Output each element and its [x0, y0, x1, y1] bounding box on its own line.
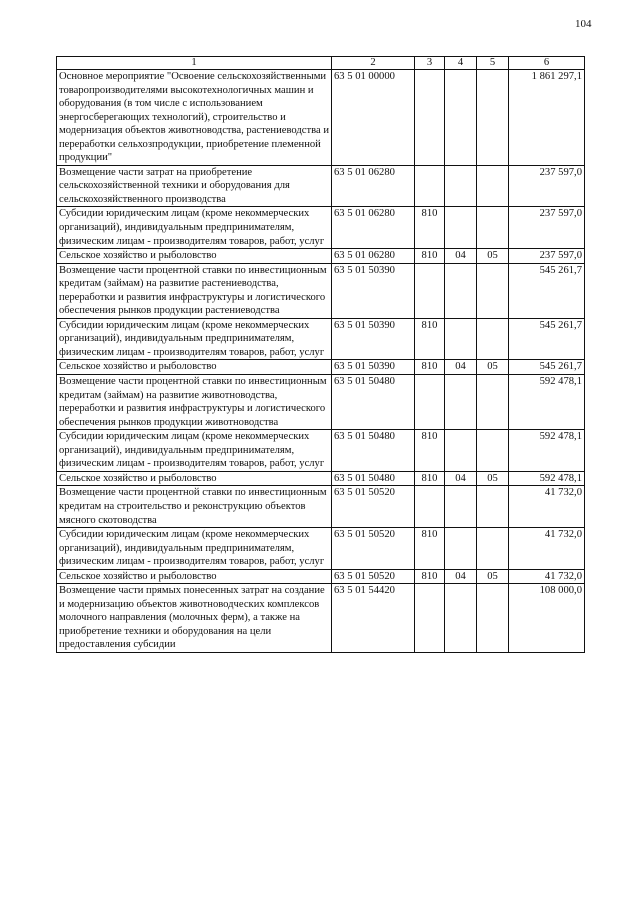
row-description: Сельское хозяйство и рыболовство	[57, 471, 332, 486]
amount-value: 545 261,7	[509, 360, 585, 375]
row-description: Субсидии юридическим лицам (кроме некоммерческих организаций), индивидуальным предпринимателям, физическим лицам - производителям товаров, работ, услуг	[57, 207, 332, 249]
column-header: 5	[477, 57, 509, 70]
amount-value: 237 597,0	[509, 249, 585, 264]
row-description: Возмещение части процентной ставки по инвестиционным кредитам (займам) на развитие растениеводства, переработки и развития инфраструктуры и логистического обеспечения рынков продукции растениеводства	[57, 263, 332, 318]
row-description: Возмещение части затрат на приобретение сельскохозяйственной техники и оборудования для сельскохозяйственного производства	[57, 165, 332, 207]
section-code	[445, 486, 477, 528]
table-row	[57, 249, 585, 264]
table-row	[57, 207, 585, 249]
amount-value: 545 261,7	[509, 263, 585, 318]
column-header: 4	[445, 57, 477, 70]
amount-value: 237 597,0	[509, 165, 585, 207]
header-row	[57, 57, 585, 70]
amount-value: 592 478,1	[509, 471, 585, 486]
amount-value: 592 478,1	[509, 375, 585, 430]
target-article-code: 63 5 01 54420	[332, 584, 415, 653]
subsection-code: 05	[477, 569, 509, 584]
subsection-code	[477, 528, 509, 570]
expense-type-code: 810	[415, 249, 445, 264]
target-article-code: 63 5 01 06280	[332, 165, 415, 207]
budget-table	[56, 56, 585, 653]
expense-type-code: 810	[415, 569, 445, 584]
expense-type-code: 810	[415, 318, 445, 360]
amount-value: 41 732,0	[509, 569, 585, 584]
table-row	[57, 528, 585, 570]
amount-value: 41 732,0	[509, 528, 585, 570]
row-description: Возмещение части процентной ставки по инвестиционным кредитам на строительство и реконструкцию объектов мясного скотоводства	[57, 486, 332, 528]
subsection-code	[477, 375, 509, 430]
subsection-code	[477, 486, 509, 528]
row-description: Сельское хозяйство и рыболовство	[57, 360, 332, 375]
table-row	[57, 360, 585, 375]
section-code	[445, 263, 477, 318]
expense-type-code	[415, 70, 445, 166]
target-article-code: 63 5 01 06280	[332, 249, 415, 264]
subsection-code	[477, 430, 509, 472]
target-article-code: 63 5 01 50480	[332, 471, 415, 486]
table-row	[57, 165, 585, 207]
expense-type-code	[415, 584, 445, 653]
section-code: 04	[445, 471, 477, 486]
expense-type-code	[415, 263, 445, 318]
target-article-code: 63 5 01 50480	[332, 375, 415, 430]
column-header: 3	[415, 57, 445, 70]
section-code	[445, 70, 477, 166]
table-body	[57, 70, 585, 653]
table-row	[57, 263, 585, 318]
subsection-code: 05	[477, 360, 509, 375]
subsection-code: 05	[477, 471, 509, 486]
target-article-code: 63 5 01 00000	[332, 70, 415, 166]
table-row	[57, 70, 585, 166]
row-description: Субсидии юридическим лицам (кроме некоммерческих организаций), индивидуальным предпринимателям, физическим лицам - производителям товаров, работ, услуг	[57, 528, 332, 570]
section-code	[445, 165, 477, 207]
row-description: Сельское хозяйство и рыболовство	[57, 249, 332, 264]
subsection-code	[477, 207, 509, 249]
column-header: 1	[57, 57, 332, 70]
section-code	[445, 318, 477, 360]
target-article-code: 63 5 01 50520	[332, 569, 415, 584]
row-description: Сельское хозяйство и рыболовство	[57, 569, 332, 584]
expense-type-code: 810	[415, 360, 445, 375]
expense-type-code: 810	[415, 471, 445, 486]
table-row	[57, 584, 585, 653]
row-description: Субсидии юридическим лицам (кроме некоммерческих организаций), индивидуальным предпринимателям, физическим лицам - производителям товаров, работ, услуг	[57, 430, 332, 472]
target-article-code: 63 5 01 50390	[332, 360, 415, 375]
table-row	[57, 471, 585, 486]
subsection-code	[477, 263, 509, 318]
section-code	[445, 207, 477, 249]
subsection-code	[477, 584, 509, 653]
section-code	[445, 375, 477, 430]
table-row	[57, 486, 585, 528]
target-article-code: 63 5 01 06280	[332, 207, 415, 249]
subsection-code	[477, 165, 509, 207]
section-code	[445, 430, 477, 472]
section-code	[445, 584, 477, 653]
expense-type-code	[415, 486, 445, 528]
row-description: Основное мероприятие "Освоение сельскохозяйственными товаропроизводителями высокотехнологичных машин и оборудования (в том числе с использованием энергосберегающих технологий), строительство и модернизация объектов животноводства, растениеводства и переработки сельхозпродукции, приобретение племенной продукции"	[57, 70, 332, 166]
target-article-code: 63 5 01 50390	[332, 263, 415, 318]
target-article-code: 63 5 01 50390	[332, 318, 415, 360]
amount-value: 1 861 297,1	[509, 70, 585, 166]
subsection-code: 05	[477, 249, 509, 264]
table-row	[57, 318, 585, 360]
target-article-code: 63 5 01 50520	[332, 486, 415, 528]
section-code: 04	[445, 360, 477, 375]
row-description: Субсидии юридическим лицам (кроме некоммерческих организаций), индивидуальным предпринимателям, физическим лицам - производителям товаров, работ, услуг	[57, 318, 332, 360]
expense-type-code	[415, 165, 445, 207]
expense-type-code: 810	[415, 430, 445, 472]
section-code	[445, 528, 477, 570]
table-row	[57, 569, 585, 584]
target-article-code: 63 5 01 50480	[332, 430, 415, 472]
column-header: 6	[509, 57, 585, 70]
amount-value: 108 000,0	[509, 584, 585, 653]
amount-value: 237 597,0	[509, 207, 585, 249]
row-description: Возмещение части прямых понесенных затрат на создание и модернизацию объектов животноводческих комплексов молочного направления (молочных ферм), а также на приобретение техники и оборудования на цели предоставления субсидии	[57, 584, 332, 653]
amount-value: 592 478,1	[509, 430, 585, 472]
subsection-code	[477, 70, 509, 166]
amount-value: 545 261,7	[509, 318, 585, 360]
amount-value: 41 732,0	[509, 486, 585, 528]
target-article-code: 63 5 01 50520	[332, 528, 415, 570]
expense-type-code: 810	[415, 207, 445, 249]
table-row	[57, 375, 585, 430]
column-header: 2	[332, 57, 415, 70]
expense-type-code: 810	[415, 528, 445, 570]
row-description: Возмещение части процентной ставки по инвестиционным кредитам (займам) на развитие животноводства, переработки и развития инфраструктуры и логистического обеспечения рынков продукции животноводства	[57, 375, 332, 430]
section-code: 04	[445, 249, 477, 264]
expense-type-code	[415, 375, 445, 430]
page-number: 104	[575, 18, 592, 30]
subsection-code	[477, 318, 509, 360]
section-code: 04	[445, 569, 477, 584]
table-row	[57, 430, 585, 472]
